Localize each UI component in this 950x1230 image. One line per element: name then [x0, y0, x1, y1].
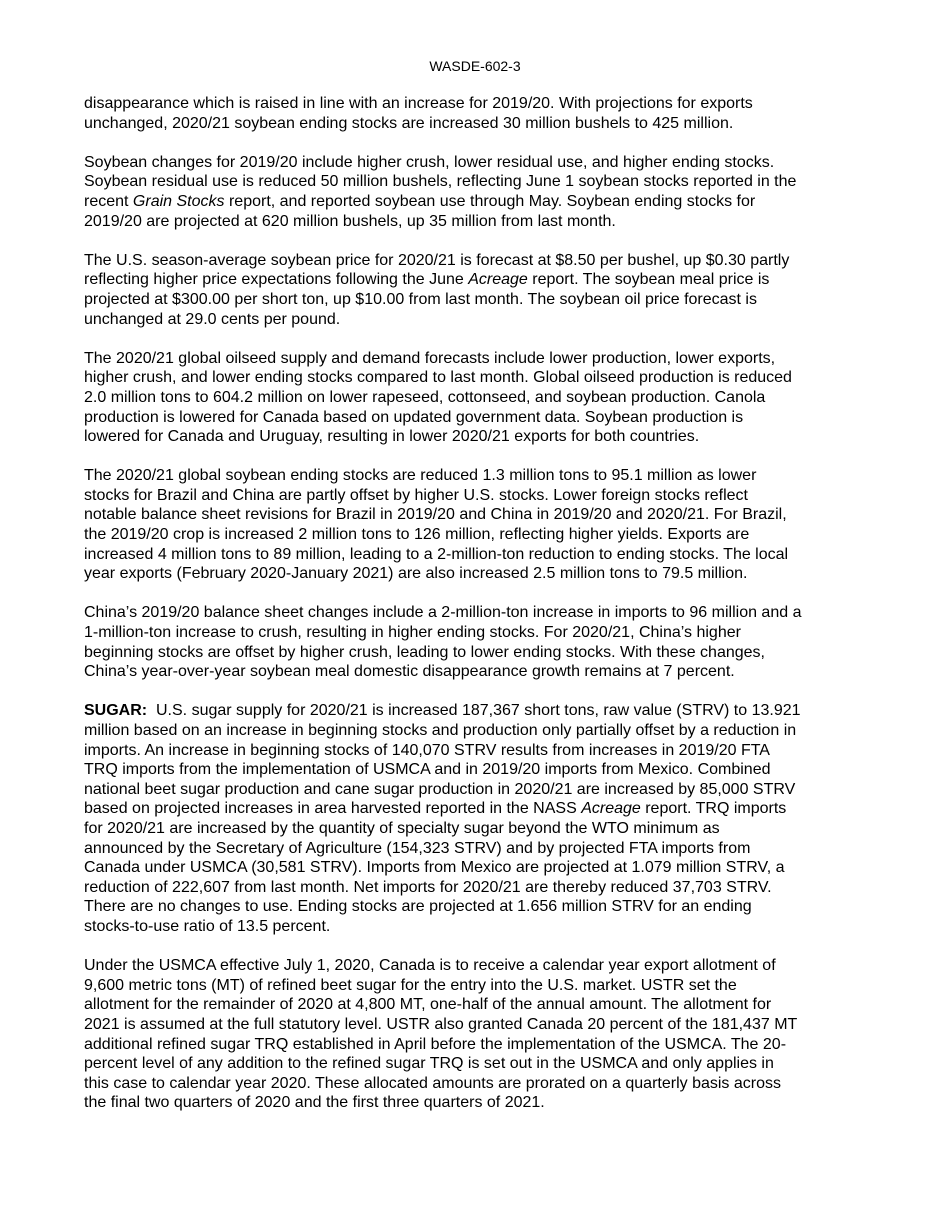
text-run: recent — [84, 192, 133, 210]
text-line: beginning stocks are offset by higher crush, leading to lower ending stocks. With these changes, — [84, 643, 765, 661]
text-line: allotment for the remainder of 2020 at 4,800 MT, one-half of the annual amount. The allotment for — [84, 996, 772, 1014]
text-line: higher crush, and lower ending stocks compared to last month. Global oilseed production is reduced — [84, 369, 792, 387]
paragraph-sugar — [84, 701, 874, 936]
text-line: 1-million-ton increase to crush, resulting in higher ending stocks. For 2020/21, China’s higher — [84, 624, 741, 642]
text-line: lowered for Canada and Uruguay, resulting in lower 2020/21 exports for both countries. — [84, 428, 700, 446]
text-line: 2021 is assumed at the full statutory level. USTR also granted Canada 20 percent of the 181,437 MT — [84, 1015, 798, 1033]
text-line: national beet sugar production and cane sugar production in 2020/21 are increased by 85,000 STRV — [84, 780, 796, 798]
text-line: year exports (February 2020-January 2021) are also increased 2.5 million tons to 79.5 million. — [84, 565, 748, 583]
text-line: Soybean residual use is reduced 50 million bushels, reflecting June 1 soybean stocks reported in the — [84, 173, 797, 191]
page-header: WASDE-602-3 — [429, 58, 521, 74]
text-line: 9,600 metric tons (MT) of refined beet sugar for the entry into the U.S. market. USTR set the — [84, 976, 737, 994]
section-label-sugar: SUGAR: — [84, 702, 148, 720]
text-line: disappearance which is raised in line with an increase for 2019/20. With projections for exports — [84, 95, 753, 112]
paragraph-usmca-allotment — [84, 956, 874, 1113]
text-line: percent level of any addition to the refined sugar TRQ is set out in the USMCA and only applies in — [84, 1055, 774, 1073]
text-line: The U.S. season-average soybean price for 2020/21 is forecast at $8.50 per bushel, up $0.30 partly — [84, 251, 790, 269]
text-line — [84, 270, 874, 290]
text-line: 2.0 million tons to 604.2 million on lower rapeseed, cottonseed, and soybean production. Canola — [84, 388, 766, 406]
text-line: 2019/20 are projected at 620 million bushels, up 35 million from last month. — [84, 212, 616, 230]
report-title-acreage: Acreage — [468, 271, 528, 289]
text-line — [84, 799, 874, 819]
text-line: the final two quarters of 2020 and the first three quarters of 2021. — [84, 1094, 545, 1112]
text-line — [84, 192, 874, 212]
text-line: There are no changes to use. Ending stocks are projected at 1.656 million STRV for an ending — [84, 898, 752, 916]
text-run: report. TRQ imports — [640, 800, 787, 818]
text-run: based on projected increases in area harvested reported in the NASS — [84, 800, 582, 818]
text-line: unchanged at 29.0 cents per pound. — [84, 310, 341, 328]
text-line: for 2020/21 are increased by the quantity of specialty sugar beyond the WTO minimum as — [84, 819, 720, 837]
text-line: million based on an increase in beginning stocks and production only partially offset by a reduction in — [84, 722, 797, 739]
text-line: production is lowered for Canada based on updated government data. Soybean production is — [84, 408, 744, 426]
text-line: The 2020/21 global oilseed supply and demand forecasts include lower production, lower exports, — [84, 349, 776, 367]
document-body — [84, 94, 874, 1132]
text-line: stocks-to-use ratio of 13.5 percent. — [84, 917, 331, 935]
text-line: projected at $300.00 per short ton, up $10.00 from last month. The soybean oil price forecast is — [84, 290, 757, 308]
text-line: The 2020/21 global soybean ending stocks are reduced 1.3 million tons to 95.1 million as lower — [84, 467, 757, 485]
text-line: Canada under USMCA (30,581 STRV). Imports from Mexico are projected at 1.079 million STRV, a — [84, 859, 785, 877]
text-line: China’s year-over-year soybean meal domestic disappearance growth remains at 7 percent. — [84, 663, 735, 681]
text-line: imports. An increase in beginning stocks of 140,070 STRV results from increases in 2019/20 FTA — [84, 741, 770, 759]
report-title-grain-stocks: Grain Stocks — [132, 192, 225, 210]
report-title-acreage: Acreage — [581, 800, 641, 818]
text-line: Soybean changes for 2019/20 include higher crush, lower residual use, and higher ending stocks. — [84, 153, 775, 171]
paragraph-soybean-stocks — [84, 94, 874, 133]
text-line: Under the USMCA effective July 1, 2020, Canada is to receive a calendar year export allotment of — [84, 957, 776, 975]
text-run: reflecting higher price expectations following the June — [84, 271, 469, 289]
text-run: report. The soybean meal price is — [527, 271, 770, 289]
text-line: TRQ imports from the implementation of USMCA and in 2019/20 imports from Mexico. Combined — [84, 761, 771, 779]
text-line: increased 4 million tons to 89 million, leading to a 2-million-ton reduction to ending stocks. The local — [84, 545, 789, 563]
paragraph-soybean-price — [84, 251, 874, 329]
text-run: U.S. sugar supply for 2020/21 is increased 187,367 short tons, raw value (STRV) to 13.921 — [147, 702, 801, 720]
text-line: stocks for Brazil and China are partly offset by higher U.S. stocks. Lower foreign stocks reflect — [84, 486, 748, 504]
text-line: the 2019/20 crop is increased 2 million tons to 126 million, reflecting higher yields. Exports are — [84, 526, 750, 544]
text-line: reduction of 222,607 from last month. Net imports for 2020/21 are thereby reduced 37,703 STRV. — [84, 878, 772, 896]
paragraph-global-soybean-stocks — [84, 466, 874, 584]
paragraph-global-oilseed — [84, 349, 874, 447]
text-line: this case to calendar year 2020. These allocated amounts are prorated on a quarterly basis across — [84, 1074, 781, 1092]
paragraph-china-balance-sheet — [84, 603, 874, 681]
text-line: additional refined sugar TRQ established in April before the implementation of the USMCA. The 20- — [84, 1035, 787, 1053]
text-run: report, and reported soybean use through May. Soybean ending stocks for — [224, 192, 756, 210]
text-line: China’s 2019/20 balance sheet changes include a 2-million-ton increase in imports to 96 million and a — [84, 604, 802, 622]
text-line: unchanged, 2020/21 soybean ending stocks are increased 30 million bushels to 425 million. — [84, 114, 734, 132]
text-line — [84, 701, 874, 721]
text-line: announced by the Secretary of Agriculture (154,323 STRV) and by projected FTA imports from — [84, 839, 751, 857]
paragraph-soybean-changes — [84, 153, 874, 231]
text-line: notable balance sheet revisions for Brazil in 2019/20 and China in 2019/20 and 2020/21. For Brazil, — [84, 506, 787, 524]
